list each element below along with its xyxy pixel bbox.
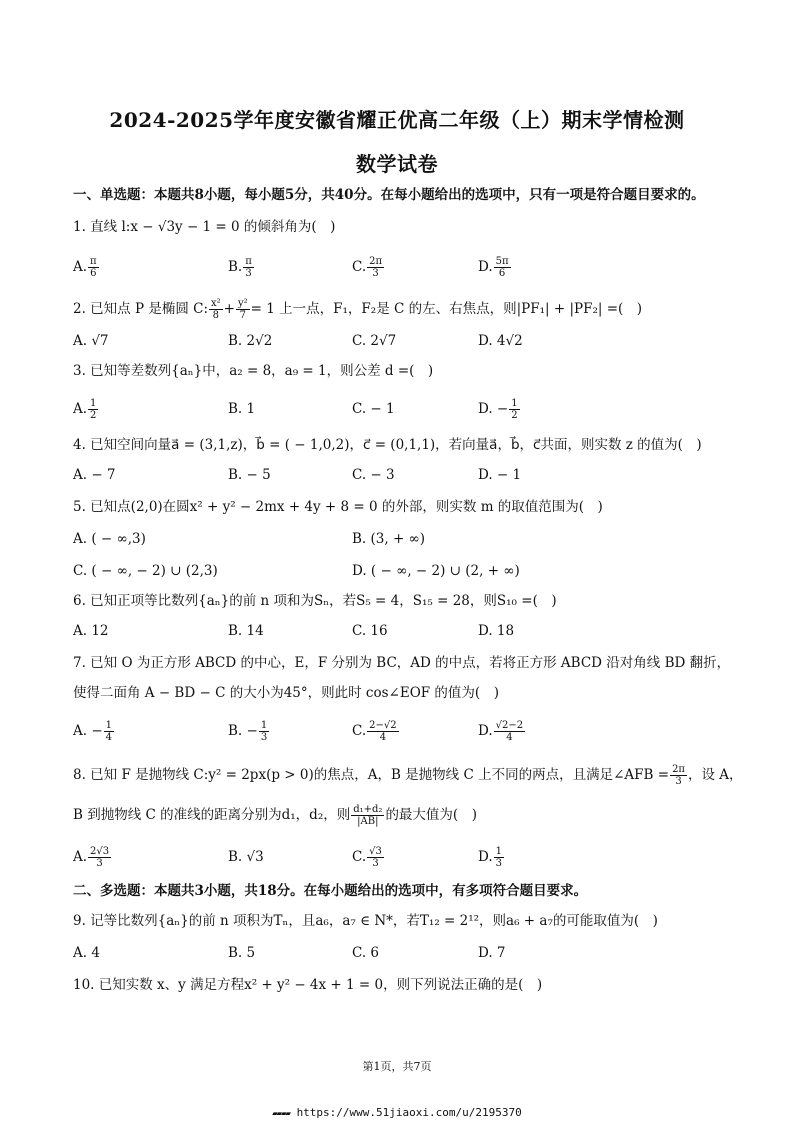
watermark-logo-icon: ▰▰▰▰ — [272, 1109, 290, 1119]
question-3-option-d: D. − $\frac{1}{2}$ — [478, 398, 518, 421]
question-6-option-b: B. 14 — [228, 623, 264, 639]
watermark-url — [0, 1106, 794, 1119]
page-number-footer: 第1页，共7页 — [362, 1060, 432, 1073]
question-4-option-a: A. − 7 — [73, 467, 116, 483]
question-4-option-d: D. − 1 — [478, 467, 522, 483]
page-title: 2024-2025学年度安徽省耀正优高二年级（上）期末学情检测 — [109, 108, 685, 132]
question-3-stem: 3. 已知等差数列{aₙ}中，a₂ = 8，a₉ = 1，则公差 d =( ) — [73, 363, 434, 379]
question-9-option-c: C. 6 — [352, 945, 380, 961]
question-2-option-c: C. 2√7 — [352, 333, 397, 349]
question-5-stem: 5. 已知点(2,0)在圆x² + y² − 2mx + 4y + 8 = 0 的外部，则实数 m 的取值范围为( ) — [73, 499, 603, 515]
question-6-option-c: C. 16 — [352, 623, 388, 639]
question-2-option-b: B. 2√2 — [228, 333, 273, 349]
question-1-option-a: A. $\frac{\pi}{6}$ — [73, 256, 97, 279]
page-subtitle: 数学试卷 — [356, 152, 438, 176]
question-6-option-d: D. 18 — [478, 623, 515, 639]
question-5-option-c: C. ( − ∞, − 2) ∪ (2,3) — [73, 563, 218, 579]
question-3-option-a: A. $\frac{1}{2}$ — [73, 398, 97, 421]
section-heading-multi-choice: 二、多选题：本题共3小题，共18分。在每小题给出的选项中，有多项符合题目要求。 — [73, 883, 588, 899]
question-8-stem-line-1: 8. 已知 F 是抛物线 C:y² = 2px(p > 0)的焦点，A，B 是抛物线 C 上不同的两点，且满足∠AFB = $\frac{2\pi}{3}$ ，设 A， — [73, 764, 743, 787]
question-8-stem-line-2: B 到抛物线 C 的准线的距离分别为d₁，d₂，则 $\frac{\text{d₁+d₂}}{|AB|}$ 的最大值为( ) — [73, 804, 477, 827]
question-1-option-b: B. $\frac{\pi}{3}$ — [228, 256, 252, 279]
question-7-option-b: B. − $\frac{1}{3}$ — [228, 720, 268, 743]
question-1-option-d: D. $\frac{5\pi}{6}$ — [478, 256, 509, 279]
question-8-option-a: A. $\frac{2√3}{3}$ — [73, 846, 110, 869]
question-8-option-c: C. $\frac{√3}{3}$ — [352, 846, 382, 869]
question-4-stem: 4. 已知空间向量a⃗ = (3,1,z)，b⃗ = ( − 1,0,2)，c⃗ = (0,1,1)，若向量a⃗，b⃗，c⃗共面，则实数 z 的值为( ) — [73, 437, 702, 453]
question-3-option-b: B. 1 — [228, 401, 256, 417]
question-7-option-a: A. − $\frac{1}{4}$ — [73, 720, 113, 743]
question-7-option-d: D. $\frac{√2-2}{4}$ — [478, 720, 524, 743]
question-5-option-a: A. ( − ∞,3) — [73, 531, 146, 547]
question-4-option-c: C. − 3 — [352, 467, 395, 483]
question-9-option-a: A. 4 — [73, 945, 100, 961]
question-8-option-d: D. $\frac{1}{3}$ — [478, 846, 503, 869]
question-10-stem: 10. 已知实数 x、y 满足方程x² + y² − 4x + 1 = 0，则下列说法正确的是( ) — [73, 977, 543, 993]
question-7-stem-line-2: 使得二面角 A − BD − C 的大小为45°，则此时 cos∠EOF 的值为( ) — [73, 685, 499, 701]
question-1-stem: 1. 直线 l:x − √3y − 1 = 0 的倾斜角为( ) — [73, 219, 336, 235]
watermark-link[interactable]: https://www.51jiaoxi.com/u/2195370 — [296, 1106, 522, 1119]
question-7-stem-line-1: 7. 已知 O 为正方形 ABCD 的中心，E，F 分别为 BC，AD 的中点，若将正方形 ABCD 沿对角线 BD 翻折， — [73, 655, 731, 671]
question-9-stem: 9. 记等比数列{aₙ}的前 n 项积为Tₙ，且a₆，a₇ ∈ N*，若T₁₂ = 2¹²，则a₆ + a₇的可能取值为( ) — [73, 913, 658, 929]
question-8-option-b: B. √3 — [228, 849, 264, 865]
question-2-stem: 2. 已知点 P 是椭圆 C: $\frac{\text{x²}}{8}$ + $\frac{\text{y²}}{7}$ = 1 上一点，F₁，F₂是 C 的左、右焦点，则|PF₁| + |PF₂| =( ) — [73, 298, 643, 321]
question-2-option-d: D. 4√2 — [478, 333, 523, 349]
question-3-option-c: C. − 1 — [352, 401, 395, 417]
question-5-option-d: D. ( − ∞, − 2) ∪ (2, + ∞) — [352, 563, 520, 579]
question-7-option-c: C. $\frac{2-√2}{4}$ — [352, 720, 397, 743]
question-5-option-b: B. (3, + ∞) — [352, 531, 426, 547]
question-2-option-a: A. √7 — [73, 333, 109, 349]
question-6-option-a: A. 12 — [73, 623, 109, 639]
question-9-option-d: D. 7 — [478, 945, 506, 961]
question-9-option-b: B. 5 — [228, 945, 256, 961]
question-6-stem: 6. 已知正项等比数列{aₙ}的前 n 项和为Sₙ，若S₅ = 4，S₁₅ = 28，则S₁₀ =( ) — [73, 593, 557, 609]
question-4-option-b: B. − 5 — [228, 467, 271, 483]
question-1-option-c: C. $\frac{2\pi}{3}$ — [352, 256, 383, 279]
section-heading-single-choice: 一、单选题：本题共8小题，每小题5分，共40分。在每小题给出的选项中，只有一项是符合题目要求的。 — [73, 187, 705, 203]
